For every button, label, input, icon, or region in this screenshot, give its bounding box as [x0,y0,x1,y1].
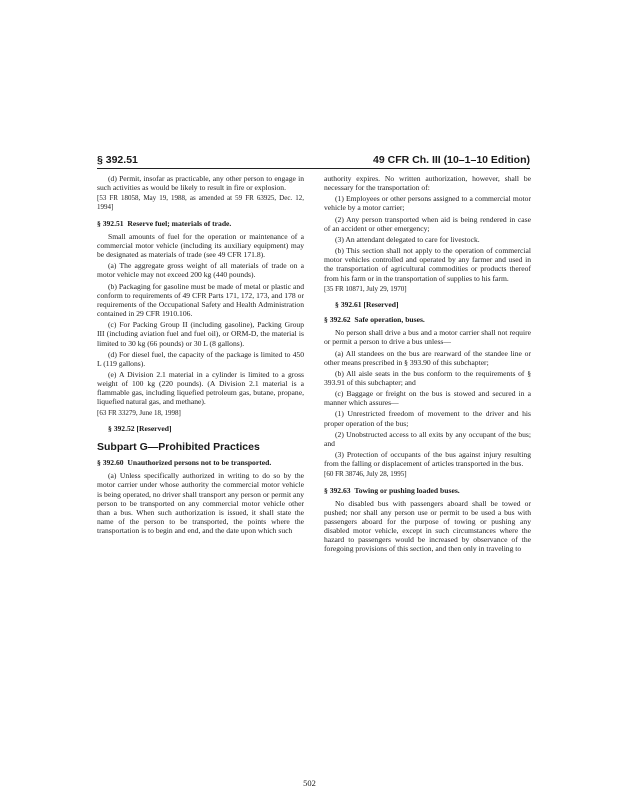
left-column [97,174,304,537]
citation: [60 FR 38746, July 28, 1995] [324,470,407,479]
paragraph: (1) Employees or other persons assigned to a commercial motor vehicle by a motor carrier; [324,194,531,213]
paragraph: (d) Permit, insofar as practicable, any other person to engage in such activities as would be likely to result in fire or explosion. [97,174,304,193]
reserved-section: § 392.61 [Reserved] [335,299,399,309]
paragraph: No person shall drive a bus and a motor carrier shall not require or permit a person to drive a bus unless— [324,328,531,347]
paragraph: (2) Any person transported when aid is being rendered in case of an accident or other emergency; [324,214,531,233]
paragraph: (c) Baggage or freight on the bus is stowed and secured in a manner which assures— [324,389,531,408]
right-column [324,174,531,556]
paragraph: (a) Unless specifically authorized in writing to do so by the motor carrier under whose authority the commercial motor vehicle is being operated, no driver shall transport any person or permit any person to be transported on any commercial motor vehicle other than a bus. When such authorization is issued, it shall state the name of the person to be transported, the points where the transportation is to begin and end, and the date upon which such [97,471,304,536]
paragraph-continued: authority expires. No written authorization, however, shall be necessary for the transportation of: [324,174,531,193]
paragraph: (b) Packaging for gasoline must be made of metal or plastic and conform to requirements of 49 CFR Parts 171, 172, 173, and 178 or requirements of the Occupational Safety and Health Administration contained in 29 CFR 1910.106. [97,281,304,319]
section-title: Towing or pushing loaded buses. [354,485,460,495]
section-title: Unauthorized persons not to be transported. [127,458,272,468]
section-heading [97,458,304,467]
citation: [63 FR 33279, June 18, 1998] [97,408,181,417]
paragraph: (b) All aisle seats in the bus conform to the requirements of § 393.91 of this subchapter; and [324,368,531,387]
header-rule [97,168,530,169]
paragraph: (3) An attendant delegated to care for livestock. [335,234,480,244]
section-title: Reserve fuel; materials of trade. [127,218,232,228]
subpart-heading: Subpart G—Prohibited Practices [97,440,260,453]
page-header-section: § 392.51 [97,154,138,166]
paragraph: (2) Unobstructed access to all exits by any occupant of the bus; and [324,429,531,448]
page-header-title: 49 CFR Ch. III (10–1–10 Edition) [373,154,530,166]
paragraph: (e) A Division 2.1 material in a cylinder is limited to a gross weight of 100 kg (220 pounds). (A Division 2.1 material is a flammable gas, including liquefied petroleum gas, butane, propane, liquefied natural gas, and methane). [97,369,304,407]
section-number: § 392.60 [97,458,124,468]
section-number: § 392.63 [324,485,351,495]
section-heading [324,486,531,495]
paragraph: (d) For diesel fuel, the capacity of the package is limited to 450 L (119 gallons). [97,349,304,368]
section-number: § 392.62 [324,315,351,325]
paragraph: (a) The aggregate gross weight of all materials of trade on a motor vehicle may not exceed 200 kg (440 pounds). [97,261,304,280]
section-heading [324,315,531,324]
paragraph: No disabled bus with passengers aboard shall be towed or pushed; nor shall any person use or permit to be used a bus with passengers aboard for the purpose of towing or pushing any disabled motor vehicle, except in such circumstances where the hazard to passengers would be increased by observance of the foregoing provisions of this section, and then only in traveling to [324,498,531,554]
paragraph: (c) For Packing Group II (including gasoline), Packing Group III (including aviation fuel and fuel oil), or ORM-D, the material is limited to 30 kg (66 pounds) or 30 L (8 gallons). [97,320,304,348]
reserved-section: § 392.52 [Reserved] [108,423,172,433]
paragraph: (3) Protection of occupants of the bus against injury resulting from the falling or displacement of articles transported in the bus. [324,450,531,469]
paragraph: (a) All standees on the bus are rearward of the standee line or other means prescribed in § 393.90 of this subchapter; [324,348,531,367]
section-number: § 392.51 [97,218,124,228]
citation: [35 FR 10871, July 29, 1970] [324,284,407,293]
section-title: Safe operation, buses. [354,315,425,325]
paragraph: Small amounts of fuel for the operation or maintenance of a commercial motor vehicle (including its auxiliary equipment) may be designated as materials of trade (see 49 CFR 171.8). [97,231,304,260]
paragraph: (1) Unrestricted freedom of movement to the driver and his proper operation of the bus; [324,409,531,428]
citation: [53 FR 18058, May 19, 1988, as amended at 59 FR 63925, Dec. 12, 1994] [97,194,304,212]
paragraph: (b) This section shall not apply to the operation of commercial motor vehicles controlled and operated by any farmer and used in the transportation of agricultural commodities or products thereof from his farm or in the transportation of supplies to his farm. [324,246,531,283]
section-heading [97,219,304,228]
page-number: 502 [303,778,316,788]
